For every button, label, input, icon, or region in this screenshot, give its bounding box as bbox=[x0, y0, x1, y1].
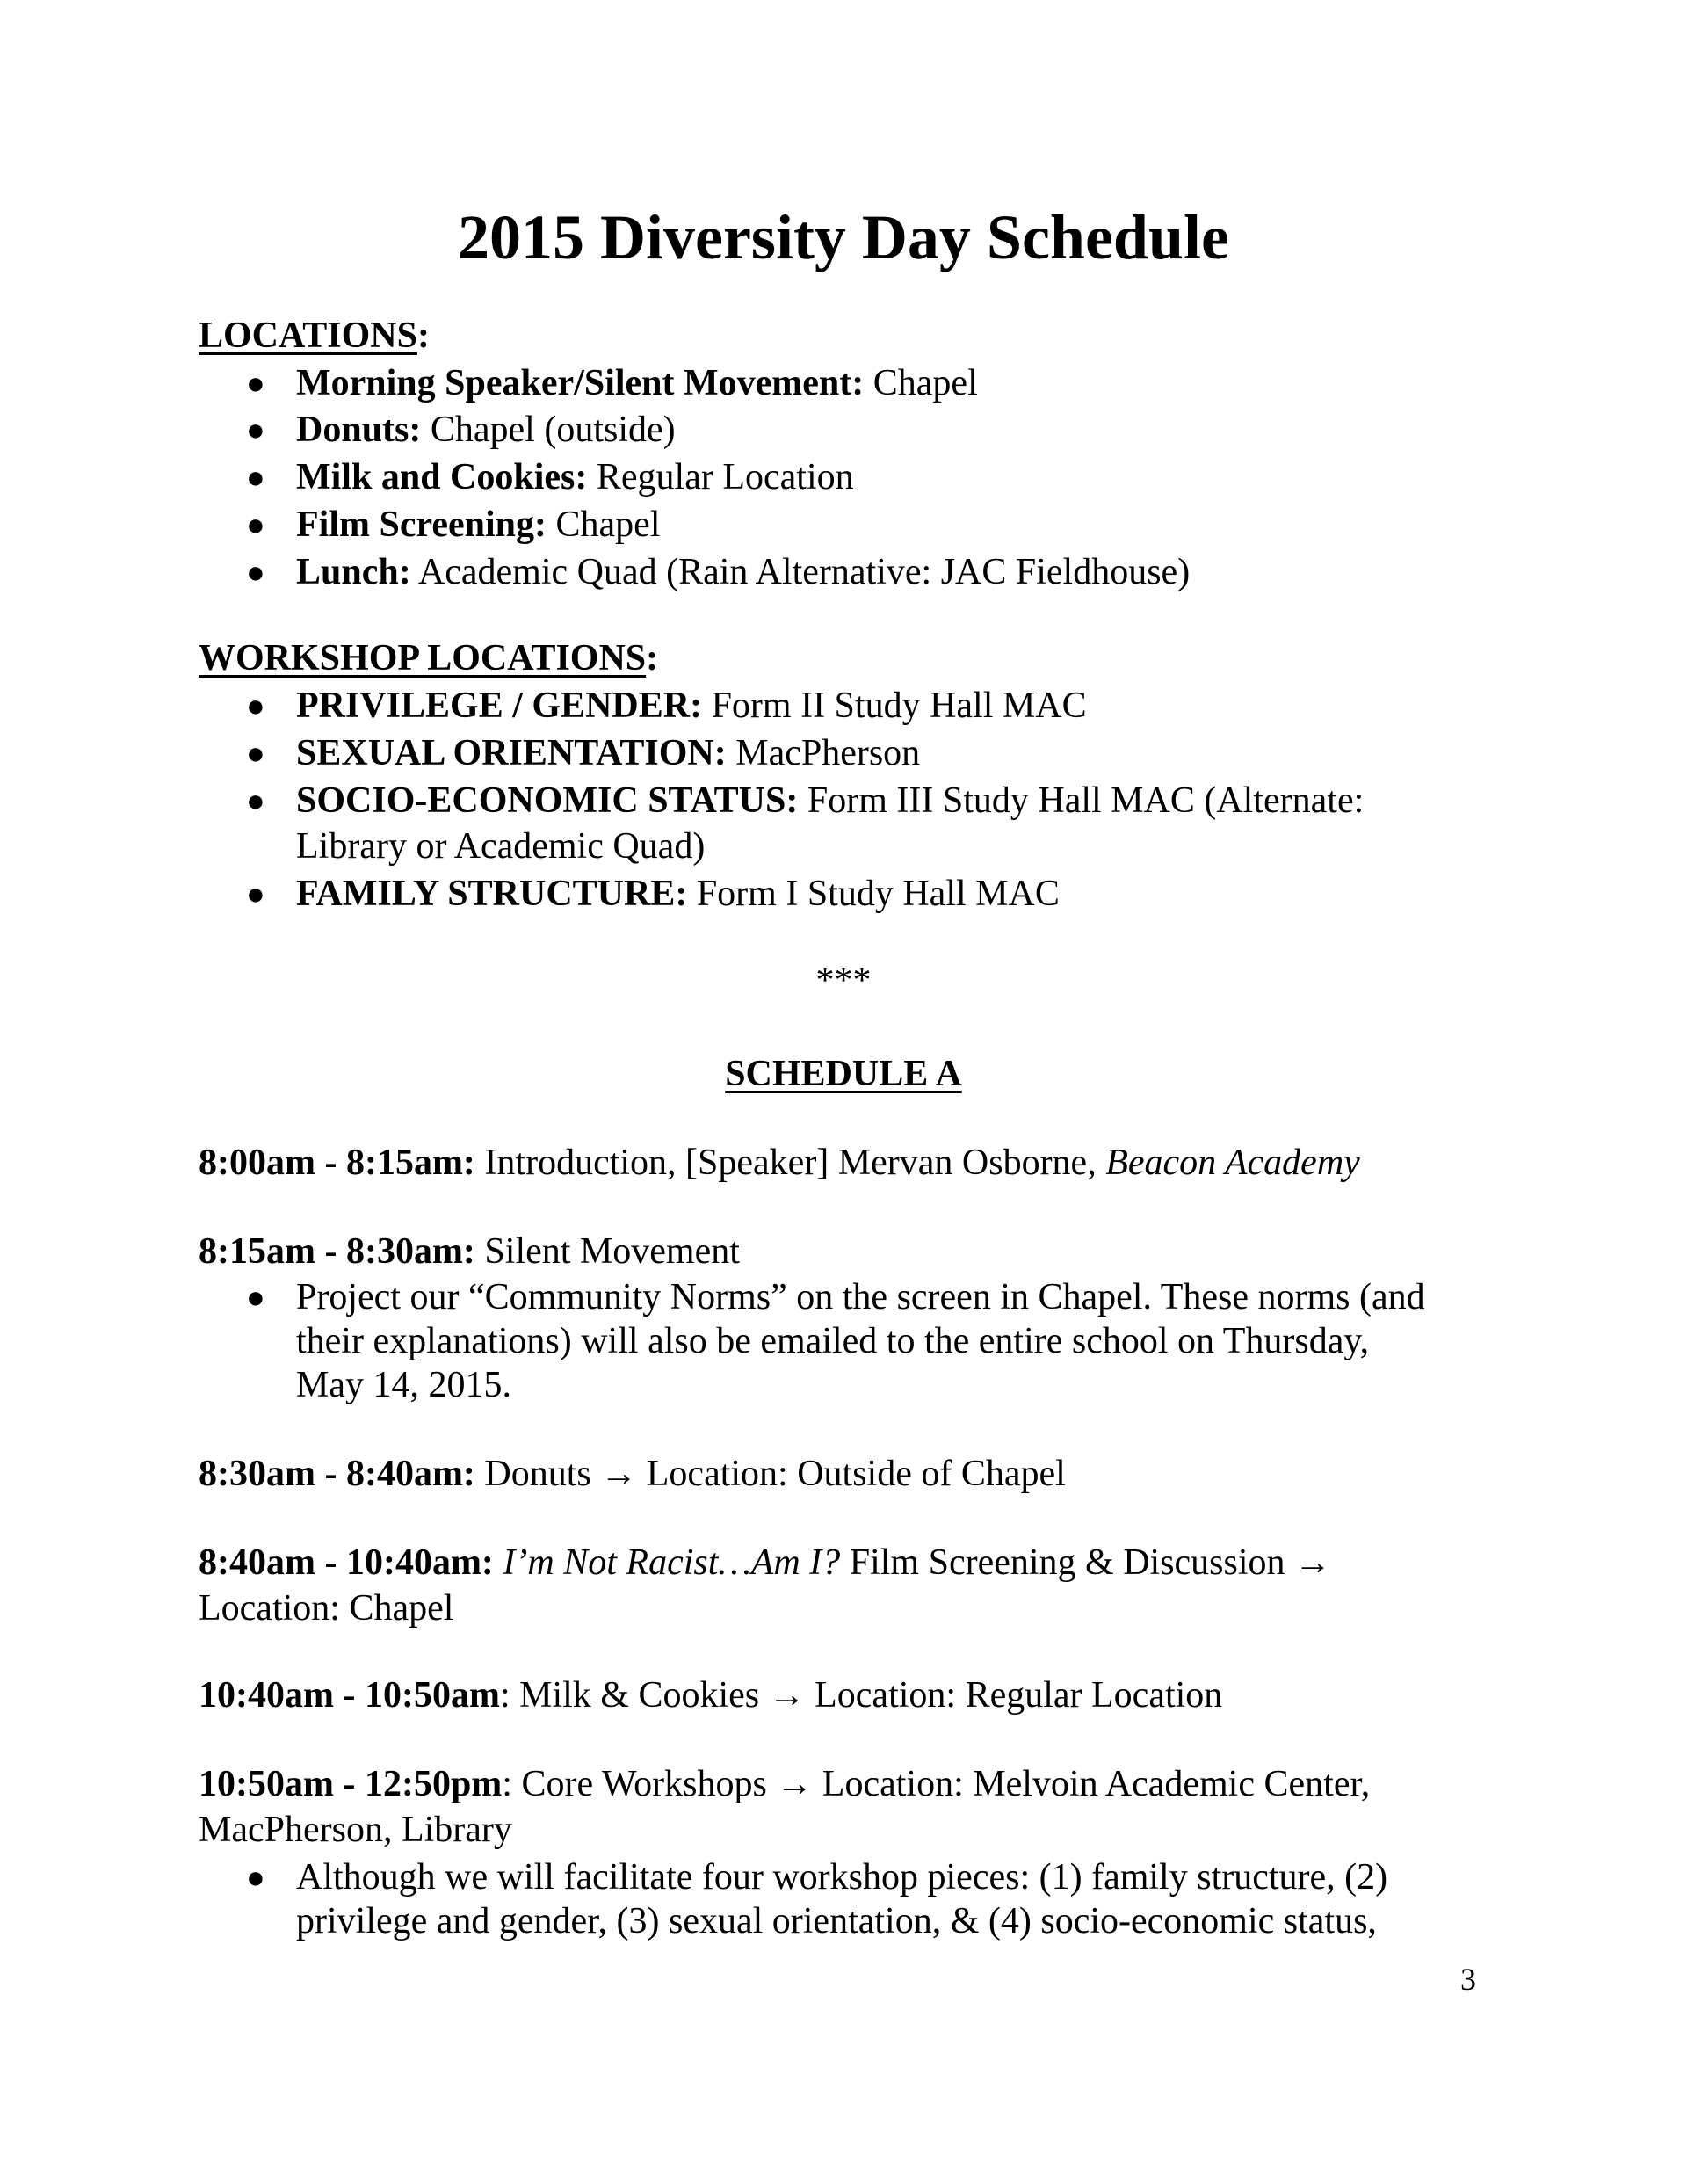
workshop-locations-heading bbox=[199, 635, 658, 681]
list-item bbox=[296, 502, 661, 548]
workshop-heading-colon: : bbox=[646, 638, 659, 678]
bullet-icon: ● bbox=[246, 1280, 265, 1315]
schedule-bullet-line: their explanations) will also be emailed to the entire school on Thursday, bbox=[296, 1321, 1370, 1361]
bullet-icon: ● bbox=[246, 460, 265, 495]
bullet-icon: ● bbox=[246, 1860, 265, 1895]
schedule-time: 8:00am - 8:15am: bbox=[199, 1143, 475, 1183]
location-value: Chapel bbox=[547, 504, 661, 545]
list-item bbox=[296, 778, 1364, 824]
list-item-continuation: Library or Academic Quad) bbox=[296, 826, 706, 867]
schedule-time: 8:30am - 8:40am: bbox=[199, 1454, 475, 1494]
schedule-time: 10:40am - 10:50am bbox=[199, 1675, 500, 1716]
schedule-text: : Milk & Cookies → Location: Regular Location bbox=[499, 1675, 1223, 1716]
bullet-icon: ● bbox=[246, 507, 265, 542]
locations-heading-colon: : bbox=[416, 316, 430, 356]
schedule-time: 10:50am - 12:50pm bbox=[199, 1764, 503, 1804]
bullet-icon: ● bbox=[246, 555, 265, 590]
schedule-entry bbox=[199, 1451, 1066, 1497]
locations-heading bbox=[199, 313, 430, 359]
bullet-icon: ● bbox=[246, 736, 265, 771]
schedule-time: 8:40am - 10:40am: bbox=[199, 1542, 494, 1583]
schedule-heading-text: SCHEDULE A bbox=[725, 1054, 962, 1094]
location-value: Regular Location bbox=[587, 457, 854, 497]
schedule-time: 8:15am - 8:30am: bbox=[199, 1231, 475, 1272]
list-item bbox=[296, 730, 920, 776]
schedule-bullet-line: Project our “Community Norms” on the screen in Chapel. These norms (and bbox=[296, 1277, 1425, 1317]
workshop-heading-text: WORKSHOP LOCATIONS bbox=[199, 638, 647, 678]
locations-heading-text: LOCATIONS bbox=[199, 316, 417, 356]
schedule-text: Film Screening & Discussion → bbox=[840, 1542, 1332, 1583]
location-label: Donuts: bbox=[296, 410, 422, 450]
schedule-text: Donuts → Location: Outside of Chapel bbox=[474, 1454, 1066, 1494]
schedule-bullet-line: Although we will facilitate four workshop pieces: (1) family structure, (2) bbox=[296, 1857, 1388, 1897]
list-item bbox=[296, 871, 1060, 917]
workshop-value: Form I Study Hall MAC bbox=[687, 874, 1060, 914]
page-title: 2015 Diversity Day Schedule bbox=[458, 202, 1229, 272]
workshop-label: PRIVILEGE / GENDER: bbox=[296, 686, 703, 726]
workshop-value: Form III Study Hall MAC (Alternate: bbox=[798, 780, 1365, 821]
schedule-entry-continuation: MacPherson, Library bbox=[199, 1810, 512, 1850]
bullet-icon: ● bbox=[246, 412, 265, 447]
workshop-value: MacPherson bbox=[726, 733, 921, 773]
location-value: Academic Quad (Rain Alternative: JAC Fieldhouse) bbox=[410, 552, 1191, 592]
list-item bbox=[296, 407, 676, 453]
workshop-label: SEXUAL ORIENTATION: bbox=[296, 733, 727, 773]
schedule-entry bbox=[199, 1761, 1370, 1807]
list-item bbox=[296, 454, 854, 500]
location-label: Lunch: bbox=[296, 552, 411, 592]
list-item bbox=[296, 683, 1087, 729]
location-label: Morning Speaker/Silent Movement: bbox=[296, 363, 865, 403]
schedule-entry bbox=[199, 1229, 740, 1274]
workshop-label: FAMILY STRUCTURE: bbox=[296, 874, 688, 914]
bullet-icon: ● bbox=[246, 688, 265, 723]
schedule-heading bbox=[0, 1051, 1687, 1097]
location-value: Chapel (outside) bbox=[421, 410, 676, 450]
list-item bbox=[296, 360, 978, 406]
schedule-text: : Core Workshops → Location: Melvoin Academic Center, bbox=[502, 1764, 1371, 1804]
location-value: Chapel bbox=[864, 363, 978, 403]
bullet-icon: ● bbox=[246, 366, 265, 401]
schedule-text: Introduction, [Speaker] Mervan Osborne, bbox=[474, 1143, 1106, 1183]
schedule-italic: I’m Not Racist…Am I? bbox=[503, 1542, 841, 1583]
workshop-value: Form II Study Hall MAC bbox=[702, 686, 1087, 726]
list-item bbox=[296, 549, 1190, 595]
schedule-entry-continuation: Location: Chapel bbox=[199, 1588, 454, 1629]
schedule-entry bbox=[199, 1140, 1360, 1186]
location-label: Film Screening: bbox=[296, 504, 547, 545]
schedule-entry bbox=[199, 1540, 1331, 1585]
location-label: Milk and Cookies: bbox=[296, 457, 588, 497]
schedule-bullet-line: privilege and gender, (3) sexual orientation, & (4) socio-economic status, bbox=[296, 1901, 1377, 1941]
schedule-text: Silent Movement bbox=[474, 1231, 740, 1272]
page-number: 3 bbox=[1460, 1962, 1476, 1997]
workshop-label: SOCIO-ECONOMIC STATUS: bbox=[296, 780, 799, 821]
schedule-bullet-line: May 14, 2015. bbox=[296, 1365, 511, 1405]
separator: *** bbox=[815, 961, 872, 1001]
bullet-icon: ● bbox=[246, 876, 265, 911]
schedule-italic: Beacon Academy bbox=[1105, 1143, 1360, 1183]
schedule-entry bbox=[199, 1672, 1222, 1718]
bullet-icon: ● bbox=[246, 783, 265, 818]
